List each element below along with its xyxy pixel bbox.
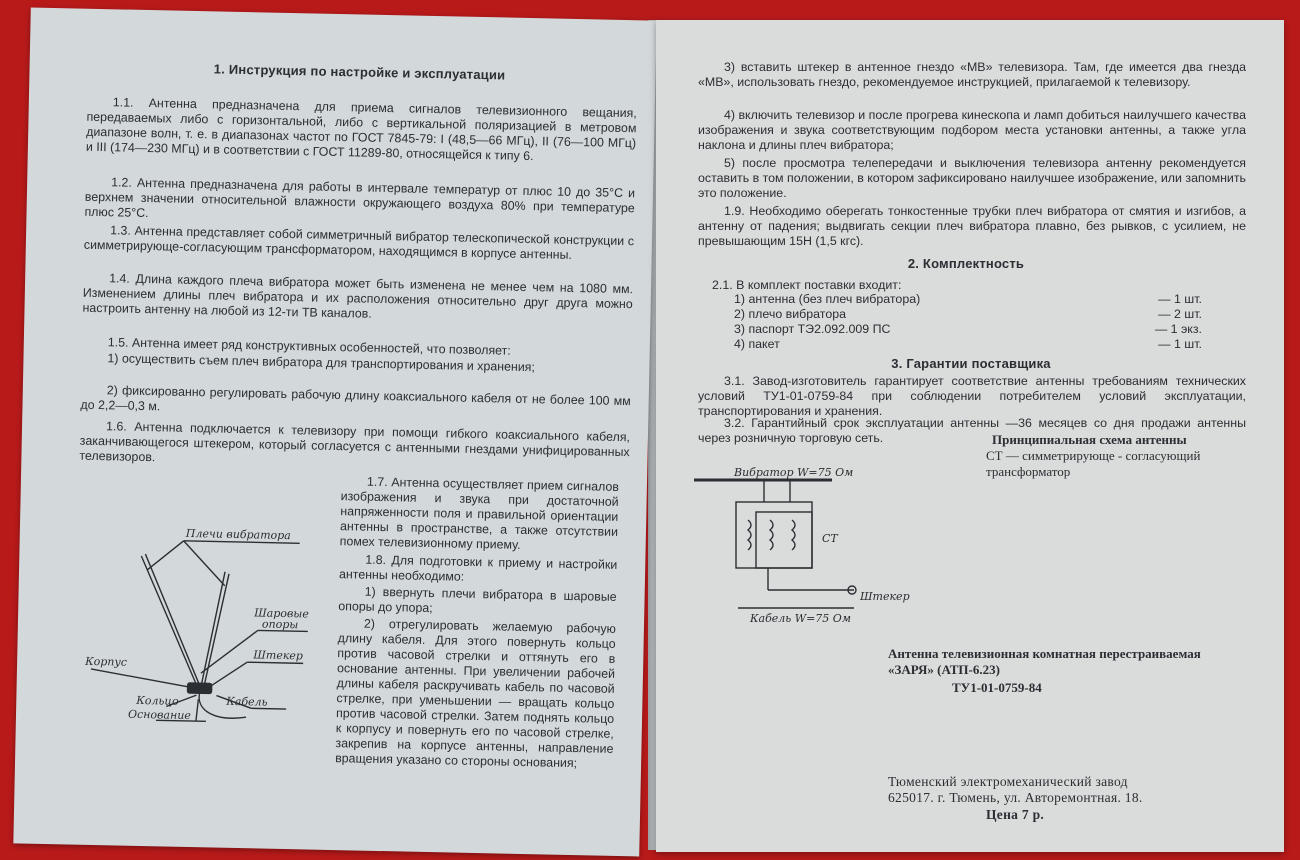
product-title: Антенна телевизионная комнатная перестраиваемая «ЗАРЯ» (АТП-6.23) <box>888 646 1201 677</box>
schema-label-ct: СТ <box>822 532 838 545</box>
paragraph-step-4: 4) включить телевизор и после прогрева кинескопа и ламп добиться наилучшего качества изображения и звука соответствующим подбором места установки антенны, а также угла наклона и длины плеч вибратора; <box>698 108 1246 152</box>
label-body: Корпус <box>85 654 128 669</box>
label-cable: Кабель <box>226 694 268 709</box>
right-page <box>656 20 1284 852</box>
kit-item-name: 2) плечо вибратора <box>734 307 846 321</box>
paragraph-1-8: 1.8. Для подготовки к приему и настройки антенны необходимо: <box>338 552 618 584</box>
label-arms: Плечи вибратора <box>185 526 291 543</box>
schema-label-cable: Кабель W=75 Ом <box>750 612 851 625</box>
paragraph-step-5: 5) после просмотра телепередачи и выключения телевизора антенну рекомендуется оставить в том положении, в котором зафиксировано наилучшее изображение, или запомнить это положение. <box>698 156 1246 200</box>
paragraph-1-9: 1.9. Необходимо оберегать тонкостенные трубки плеч вибратора от смятия и изгибов, а антенну от падения; выдвигать секции плеч вибратора плавно, без рывков, с усилием, не превышающим 15Н (1,5 кгс). <box>698 204 1246 248</box>
antenna-figure <box>45 508 340 754</box>
label-ball-supports-2: опоры <box>261 617 299 632</box>
paragraph-1-2: 1.2. Антенна предназначена для работы в интервале температур от плюс 10 до 35°С и верхнем значении относительной влажности окружающего воздуха 80% при температуре плюс 25°С. <box>84 175 636 221</box>
kit-item-name: 4) пакет <box>734 337 780 351</box>
factory-address: 625017. г. Тюмень, ул. Авторемонтная. 18. <box>888 790 1143 805</box>
paragraph-1-3: 1.3. Антенна представляет собой симметричный вибратор телескопической конструкции с симметрирующе-согласующим трансформатором, находящимся в корпусе антенны. <box>83 223 635 262</box>
paragraph-3-2: 3.2. Гарантийный срок эксплуатации антенны —36 месяцев со дня продажи антенны через розничную торговую сеть. <box>698 416 1246 445</box>
section-3-heading: 3. Гарантии поставщика <box>891 356 1051 371</box>
schema-label-plug: Штекер <box>860 590 910 603</box>
product-spec: ТУ1-01-0759-84 <box>952 680 1042 695</box>
antenna-schematic <box>692 450 932 630</box>
factory-name: Тюменский электромеханический завод <box>888 774 1128 789</box>
label-ring: Кольцо <box>136 693 179 708</box>
kit-item-name: 3) паспорт ТЭ2.092.009 ПС <box>734 322 891 336</box>
paragraph-1-6: 1.6. Антенна подключается к телевизору при помощи гибкого коаксиального кабеля, заканчивающегося штекером, который согласуется с антенными гнездами унифицированных телевизоров. <box>79 419 631 465</box>
kit-item-qty: — 1 шт. <box>1158 292 1202 306</box>
kit-item-qty: — 1 шт. <box>1158 337 1202 351</box>
paragraph-1-4: 1.4. Длина каждого плеча вибратора может быть изменена не менее чем на 1080 мм. Изменением длины плеч вибратора и их расположения относительно друг друга можно настроить антенну на любой из 12-ти ТВ каналов. <box>82 271 634 321</box>
schema-label-vibrator: Вибратор W=75 Ом <box>734 466 854 479</box>
paragraph-1-5-2: 2) фиксированно регулировать рабочую длину коаксиального кабеля от не более 100 мм до 2,2—0,3 м. <box>80 383 631 414</box>
schema-title: Принципиальная схема антенны <box>992 432 1187 447</box>
left-page <box>13 8 656 857</box>
paragraph-1-5: 1.5. Антенна имеет ряд конструктивных особенностей, что позволяет: <box>107 335 511 358</box>
paragraph-1-1: 1.1. Антенна предназначена для приема сигналов телевизионного вещания, передаваемых либо с горизонтальной, либо с вертикальной поляризацией в метровом диапазоне волн, т. е. в диапазонах частот по ГОСТ 7845-79: I (48,5—66 МГц), II (76—100 МГц) и III (174—230 МГц) и в соответствии с ГОСТ 11289-80, относящейся к типу 6. <box>85 95 637 164</box>
label-base: Основание <box>127 707 192 723</box>
kit-item-qty: — 1 экз. <box>1154 322 1202 336</box>
label-plug: Штекер <box>253 648 304 663</box>
kit-item-qty: — 2 шт. <box>1158 307 1202 321</box>
paragraph-1-8-2: 2) отрегулировать желаемую рабочую длину кабеля. Для этого повернуть кольцо против часовой стрелки и оттянуть его в основание антенны. При увеличении рабочей длины кабеля раскручивать кабель по часовой стрелке, при уменьшении — вращать кольцо против часовой стрелки. Затем поднять кольцо к корпусу и повернуть его по часовой стрелке, закрепив на корпусе антенны, направление вращения указано со стороны основания; <box>335 616 617 771</box>
paragraph-1-5-1: 1) осуществить съем плеч вибратора для транспортирования и хранения; <box>107 351 536 375</box>
paragraph-step-3: 3) вставить штекер в антенное гнездо «МВ» телевизора. Там, где имеется два гнезда «МВ», использовать гнездо, рекомендуемое инструкцией, прилагаемой к телевизору. <box>698 60 1246 89</box>
paragraph-3-1: 3.1. Завод-изготовитель гарантирует соответствие антенны требованиям технических условий ТУ1-01-0759-84 при соблюдении потребителем условий эксплуатации, транспортирования и хранения. <box>698 374 1246 418</box>
price: Цена 7 р. <box>986 807 1045 822</box>
label-ball-supports-1: Шаровые <box>254 606 309 621</box>
section-2-heading: 2. Комплектность <box>907 256 1025 271</box>
paragraph-2-1: 2.1. В комплект поставки входит: <box>712 278 902 292</box>
paragraph-1-7: 1.7. Антенна осуществляет прием сигналов изображения и звука при достаточной напряженности поля и правильной ориентации антенны в пространстве, а также отсутствии помех телевизионному приему. <box>339 474 620 552</box>
kit-item-name: 1) антенна (без плеч вибратора) <box>734 292 921 306</box>
section-1-heading: 1. Инструкция по настройке и эксплуатации <box>213 61 506 83</box>
schema-subtitle: СТ — симметрирующе - согласующий трансформатор <box>986 448 1201 479</box>
paragraph-1-8-1: 1) ввернуть плечи вибратора в шаровые опоры до упора; <box>338 584 617 616</box>
